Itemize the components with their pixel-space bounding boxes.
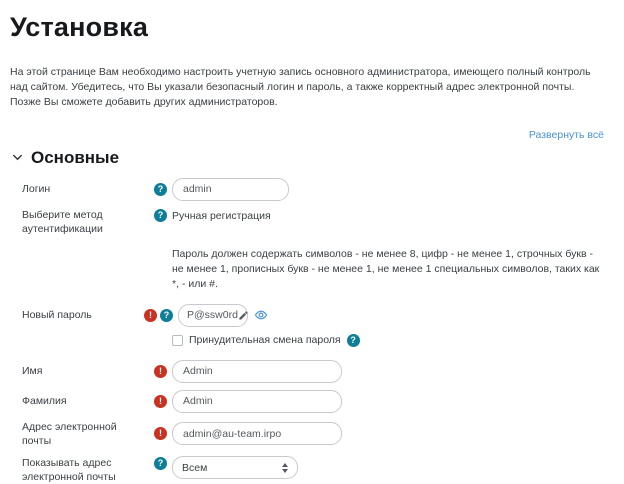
email-icons [144, 427, 172, 440]
login-icons [144, 183, 172, 196]
pencil-icon[interactable] [238, 310, 249, 321]
new-password-icons [144, 309, 178, 322]
email-row [10, 420, 604, 448]
page-title: Установка [10, 12, 149, 42]
force-password-change-label[interactable]: Принудительная смена пароля [189, 334, 341, 347]
login-input[interactable] [172, 178, 289, 201]
login-row [10, 178, 604, 201]
select-arrows-icon [282, 463, 288, 473]
force-password-change-row [172, 334, 604, 347]
new-password-control [178, 304, 268, 327]
help-icon[interactable]: ? [160, 309, 173, 322]
chevron-down-icon[interactable] [12, 152, 23, 163]
last-name-input[interactable] [172, 390, 342, 413]
first-name-icons [144, 365, 172, 378]
force-password-change-checkbox[interactable] [172, 335, 183, 346]
email-visibility-label: Показывать адрес электронной почты [22, 457, 116, 484]
section-title: Основные [31, 147, 120, 167]
help-icon[interactable]: ? [154, 183, 167, 196]
auth-method-row [10, 208, 604, 236]
required-icon: ! [154, 395, 167, 408]
login-label: Логин [22, 183, 51, 196]
required-icon: ! [154, 427, 167, 440]
email-visibility-select[interactable] [172, 456, 298, 479]
email-label: Адрес электронной почты [22, 420, 117, 447]
help-icon[interactable]: ? [154, 209, 167, 222]
required-icon: ! [144, 309, 157, 322]
email-input[interactable] [172, 422, 342, 445]
show-password-icon[interactable] [254, 308, 268, 322]
first-name-row [10, 360, 604, 383]
new-password-value: P@ssw0rd [187, 309, 238, 322]
new-password-row [10, 304, 604, 327]
section-header-general[interactable] [10, 148, 604, 168]
auth-method-icons [144, 208, 172, 222]
last-name-row [10, 390, 604, 413]
required-icon: ! [154, 365, 167, 378]
intro-text: На этой странице Вам необходимо настроить учетную запись основного администратора, имеющего полный контроль над сайтом. Убедитесь, что Вы указали безопасный логин и пароль, а также корректный адрес электронной почты. Позже Вы сможете добавить других администраторов. [10, 66, 591, 109]
new-password-input[interactable] [178, 304, 248, 327]
help-icon[interactable]: ? [347, 334, 360, 347]
email-visibility-icons [144, 456, 172, 470]
auth-method-value: Ручная регистрация [172, 209, 271, 222]
expand-all-row [10, 125, 604, 143]
auth-method-label: Выберите метод аутентификации [22, 208, 103, 235]
password-hint: Пароль должен содержать символов - не менее 8, цифр - не менее 1, строчных букв - не менее 1, прописных букв - не менее 1, не менее 1 специальных символов, таких как *, - или #. [172, 248, 600, 291]
first-name-input[interactable] [172, 360, 342, 383]
email-visibility-row [10, 456, 604, 484]
expand-all-link[interactable]: Развернуть всё [528, 128, 604, 141]
first-name-label: Имя [22, 365, 43, 378]
help-icon[interactable]: ? [154, 457, 167, 470]
email-visibility-value: Всем [182, 461, 208, 474]
last-name-label: Фамилия [22, 395, 67, 408]
last-name-icons [144, 395, 172, 408]
new-password-label: Новый пароль [22, 309, 92, 322]
